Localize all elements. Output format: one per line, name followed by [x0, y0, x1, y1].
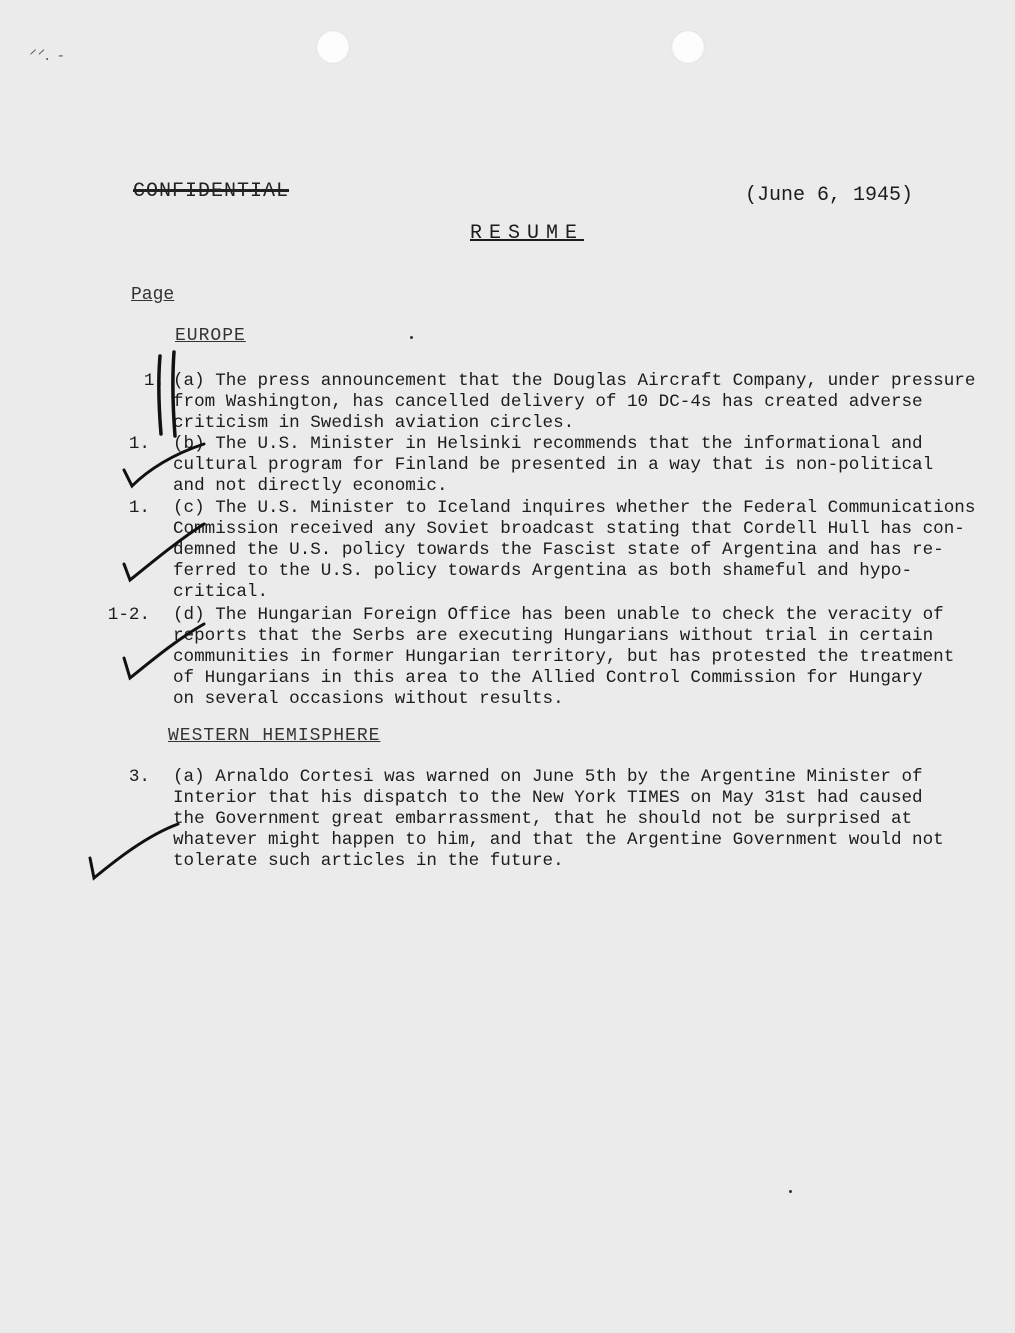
item-line: (a) Arnaldo Cortesi was warned on June 5th by the Argentine Minister of: [173, 767, 923, 787]
checkmark-icon: [118, 520, 208, 584]
document-date: (June 6, 1945): [745, 184, 914, 207]
item-line: critical.: [173, 582, 269, 602]
item-line: criticism in Swedish aviation circles.: [173, 413, 575, 433]
item-line: whatever might happen to him, and that the Argentine Government would not: [173, 830, 944, 850]
classification-struck: CONFIDENTIAL: [133, 180, 290, 203]
stray-dot: [410, 336, 413, 339]
checkmark-icon: [82, 820, 182, 884]
punch-hole-right: [671, 30, 705, 64]
item-line: demned the U.S. policy towards the Fascist state of Argentina and has re-: [173, 540, 944, 560]
page-title: RESUME: [470, 222, 585, 245]
item-line: and not directly economic.: [173, 476, 448, 496]
item-line: (a) The press announcement that the Douglas Aircraft Company, under pressure: [173, 371, 976, 391]
item-page-ref: 1.: [128, 498, 150, 518]
item-line: the Government great embarrassment, that he should not be surprised at: [173, 809, 913, 829]
item-line: from Washington, has cancelled delivery of 10 DC-4s has created adverse: [173, 392, 923, 412]
item-line: Interior that his dispatch to the New York TIMES on May 31st had caused: [173, 788, 923, 808]
item-line: (b) The U.S. Minister in Helsinki recommends that the informational and: [173, 434, 923, 454]
item-line: (d) The Hungarian Foreign Office has been unable to check the veracity of: [173, 605, 944, 625]
item-line: on several occasions without results.: [173, 689, 564, 709]
page-column-label: Page: [131, 285, 175, 305]
section-heading-europe: EUROPE: [175, 326, 246, 346]
item-line: communities in former Hungarian territory, but has protested the treatment: [173, 647, 955, 667]
item-line: tolerate such articles in the future.: [173, 851, 564, 871]
double-bar-mark-icon: [150, 350, 190, 440]
item-line: (c) The U.S. Minister to Iceland inquires whether the Federal Communications: [173, 498, 976, 518]
checkmark-icon: [118, 620, 208, 684]
item-line: ferred to the U.S. policy towards Argentina as both shameful and hypo-: [173, 561, 913, 581]
item-page-ref: 1.: [143, 371, 165, 391]
item-page-ref: 1.: [128, 434, 150, 454]
punch-hole-left: [316, 30, 350, 64]
section-heading-western-hemisphere: WESTERN HEMISPHERE: [168, 726, 381, 746]
item-line: Commission received any Soviet broadcast stating that Cordell Hull has con-: [173, 519, 965, 539]
checkmark-icon: [118, 440, 208, 490]
item-line: reports that the Serbs are executing Hungarians without trial in certain: [173, 626, 934, 646]
handwritten-marginalia: ᐟᐟ. -: [28, 46, 66, 64]
stray-dot: [789, 1190, 792, 1193]
item-line: of Hungarians in this area to the Allied Control Commission for Hungary: [173, 668, 923, 688]
item-page-ref: 3.: [128, 767, 150, 787]
item-line: cultural program for Finland be presented in a way that is non-political: [173, 455, 934, 475]
item-page-ref: 1-2.: [107, 605, 150, 625]
